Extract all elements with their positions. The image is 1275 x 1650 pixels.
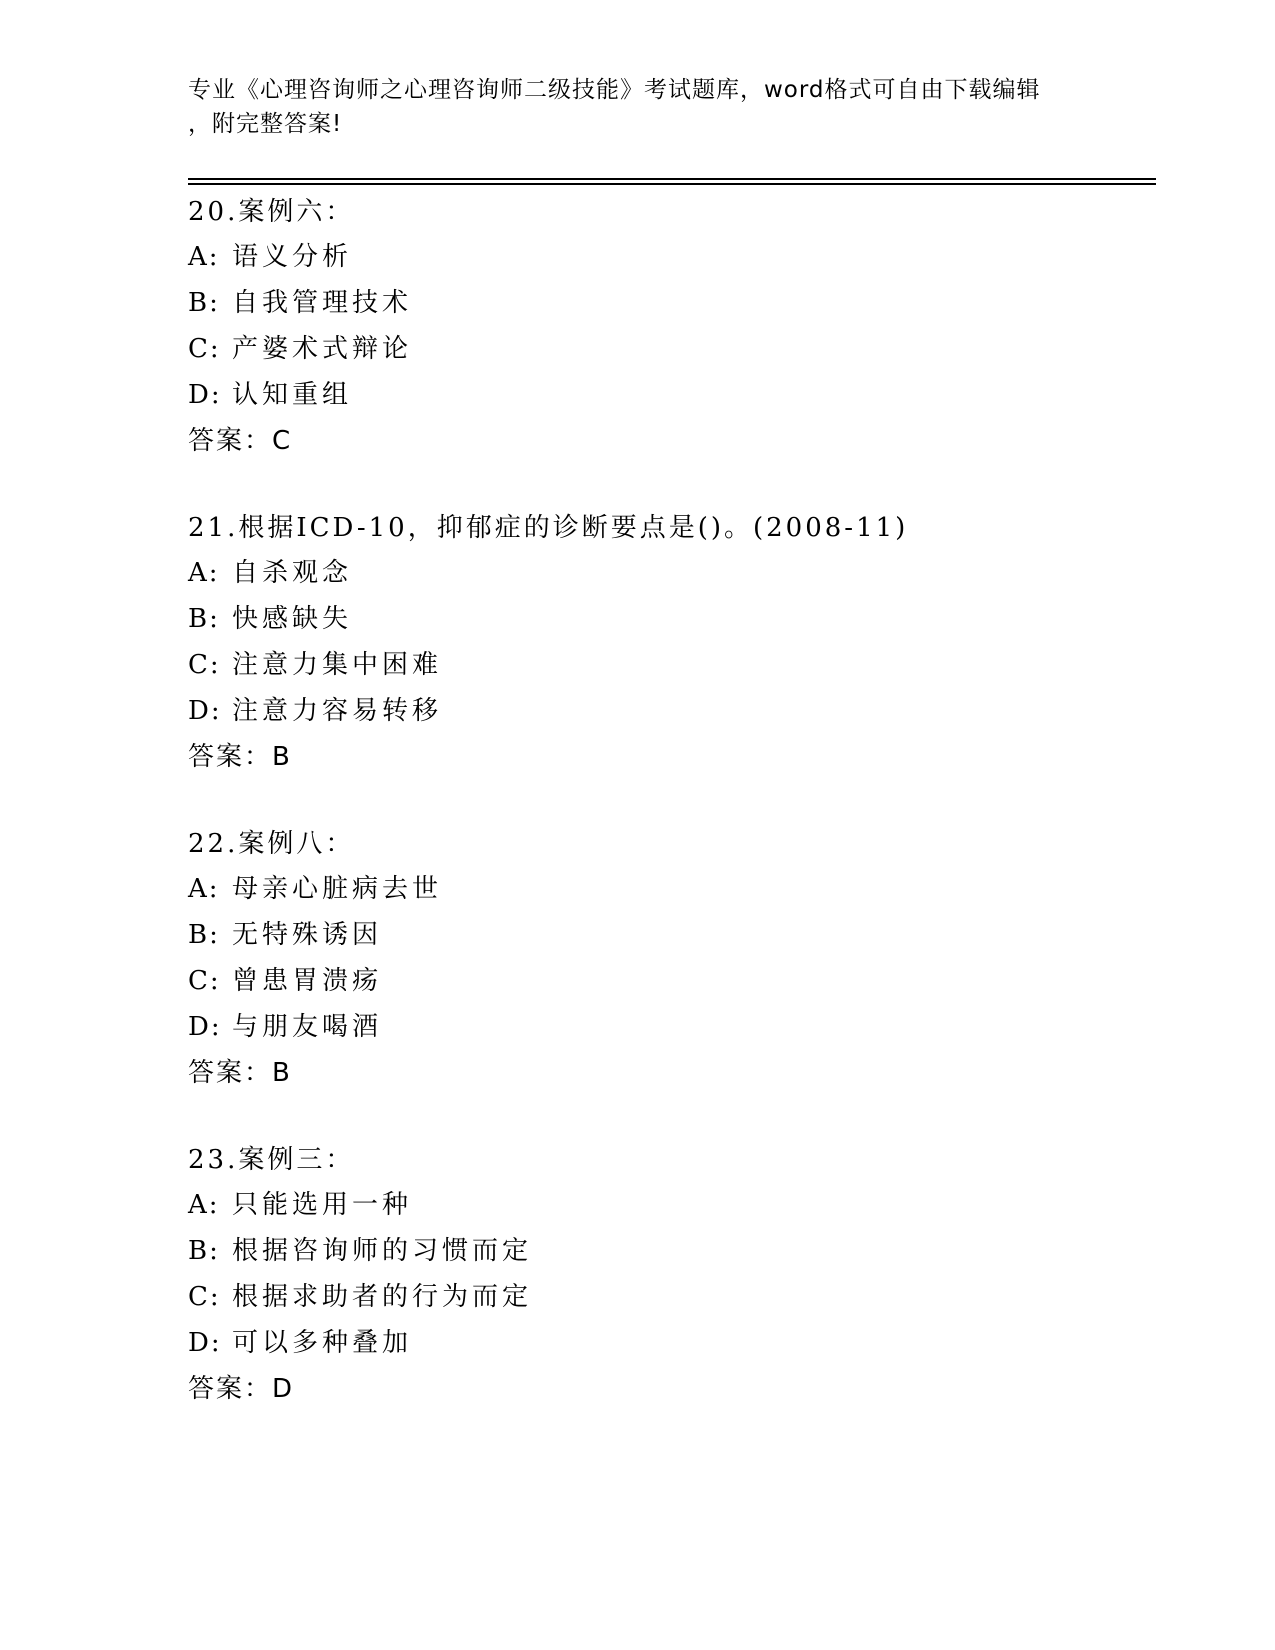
option-text: 根据求助者的行为而定: [232, 1282, 533, 1312]
option-letter: C:: [188, 1282, 221, 1312]
option-text: 产婆术式辩论: [232, 334, 413, 364]
option-letter: D:: [188, 1328, 222, 1358]
option-text: 注意力容易转移: [232, 696, 443, 726]
option-text: 认知重组: [232, 380, 353, 410]
option-b: [188, 1228, 1148, 1274]
option-letter: C:: [188, 334, 221, 364]
option-letter: A:: [188, 558, 220, 588]
option-letter: C:: [188, 650, 221, 680]
question-stem: 22.案例八：: [188, 829, 355, 859]
option-d: [188, 688, 1148, 734]
option-text: 语义分析: [232, 242, 353, 272]
option-a: [188, 234, 1148, 280]
option-b: [188, 912, 1148, 958]
question-22: [188, 822, 1148, 1096]
header-line-2: ，附完整答案!: [188, 111, 343, 137]
option-c: [188, 1274, 1148, 1320]
option-b: [188, 280, 1148, 326]
option-c: [188, 326, 1148, 372]
option-letter: B:: [188, 920, 220, 950]
option-a: [188, 550, 1148, 596]
question-23: [188, 1138, 1148, 1412]
option-c: [188, 642, 1148, 688]
question-20: [188, 190, 1148, 464]
option-text: 曾患胃溃疡: [232, 966, 383, 996]
header-line-1: 专业《心理咨询师之心理咨询师二级技能》考试题库，word格式可自由下载编辑: [188, 77, 1041, 103]
option-text: 自杀观念: [232, 558, 353, 588]
question-stem: 21.根据ICD-10，抑郁症的诊断要点是()。(2008-11): [188, 513, 909, 543]
header-divider-bottom: [188, 183, 1156, 185]
answer-line: 答案：D: [188, 1374, 295, 1404]
option-c: [188, 958, 1148, 1004]
option-letter: D:: [188, 696, 222, 726]
option-b: [188, 596, 1148, 642]
option-text: 无特殊诱因: [232, 920, 383, 950]
option-letter: C:: [188, 966, 221, 996]
option-letter: A:: [188, 242, 220, 272]
option-text: 可以多种叠加: [232, 1328, 413, 1358]
option-letter: A:: [188, 1190, 220, 1220]
document-header: [188, 73, 1088, 141]
option-letter: D:: [188, 1012, 222, 1042]
option-text: 只能选用一种: [232, 1190, 413, 1220]
option-d: [188, 1004, 1148, 1050]
option-a: [188, 1182, 1148, 1228]
answer-line: 答案：B: [188, 1058, 292, 1088]
option-letter: D:: [188, 380, 222, 410]
option-text: 母亲心脏病去世: [232, 874, 443, 904]
answer-line: 答案：B: [188, 742, 292, 772]
question-21: [188, 506, 1148, 780]
option-letter: B:: [188, 1236, 220, 1266]
option-text: 自我管理技术: [232, 288, 413, 318]
question-stem: 20.案例六：: [188, 197, 355, 227]
option-letter: A:: [188, 874, 220, 904]
header-divider-top: [188, 178, 1156, 180]
option-text: 快感缺失: [232, 604, 353, 634]
option-text: 根据咨询师的习惯而定: [232, 1236, 533, 1266]
option-letter: B:: [188, 604, 220, 634]
question-stem: 23.案例三：: [188, 1145, 355, 1175]
question-list: [188, 190, 1148, 1412]
option-d: [188, 372, 1148, 418]
answer-line: 答案：C: [188, 426, 293, 456]
option-letter: B:: [188, 288, 220, 318]
option-d: [188, 1320, 1148, 1366]
option-text: 注意力集中困难: [232, 650, 443, 680]
option-a: [188, 866, 1148, 912]
option-text: 与朋友喝酒: [232, 1012, 383, 1042]
